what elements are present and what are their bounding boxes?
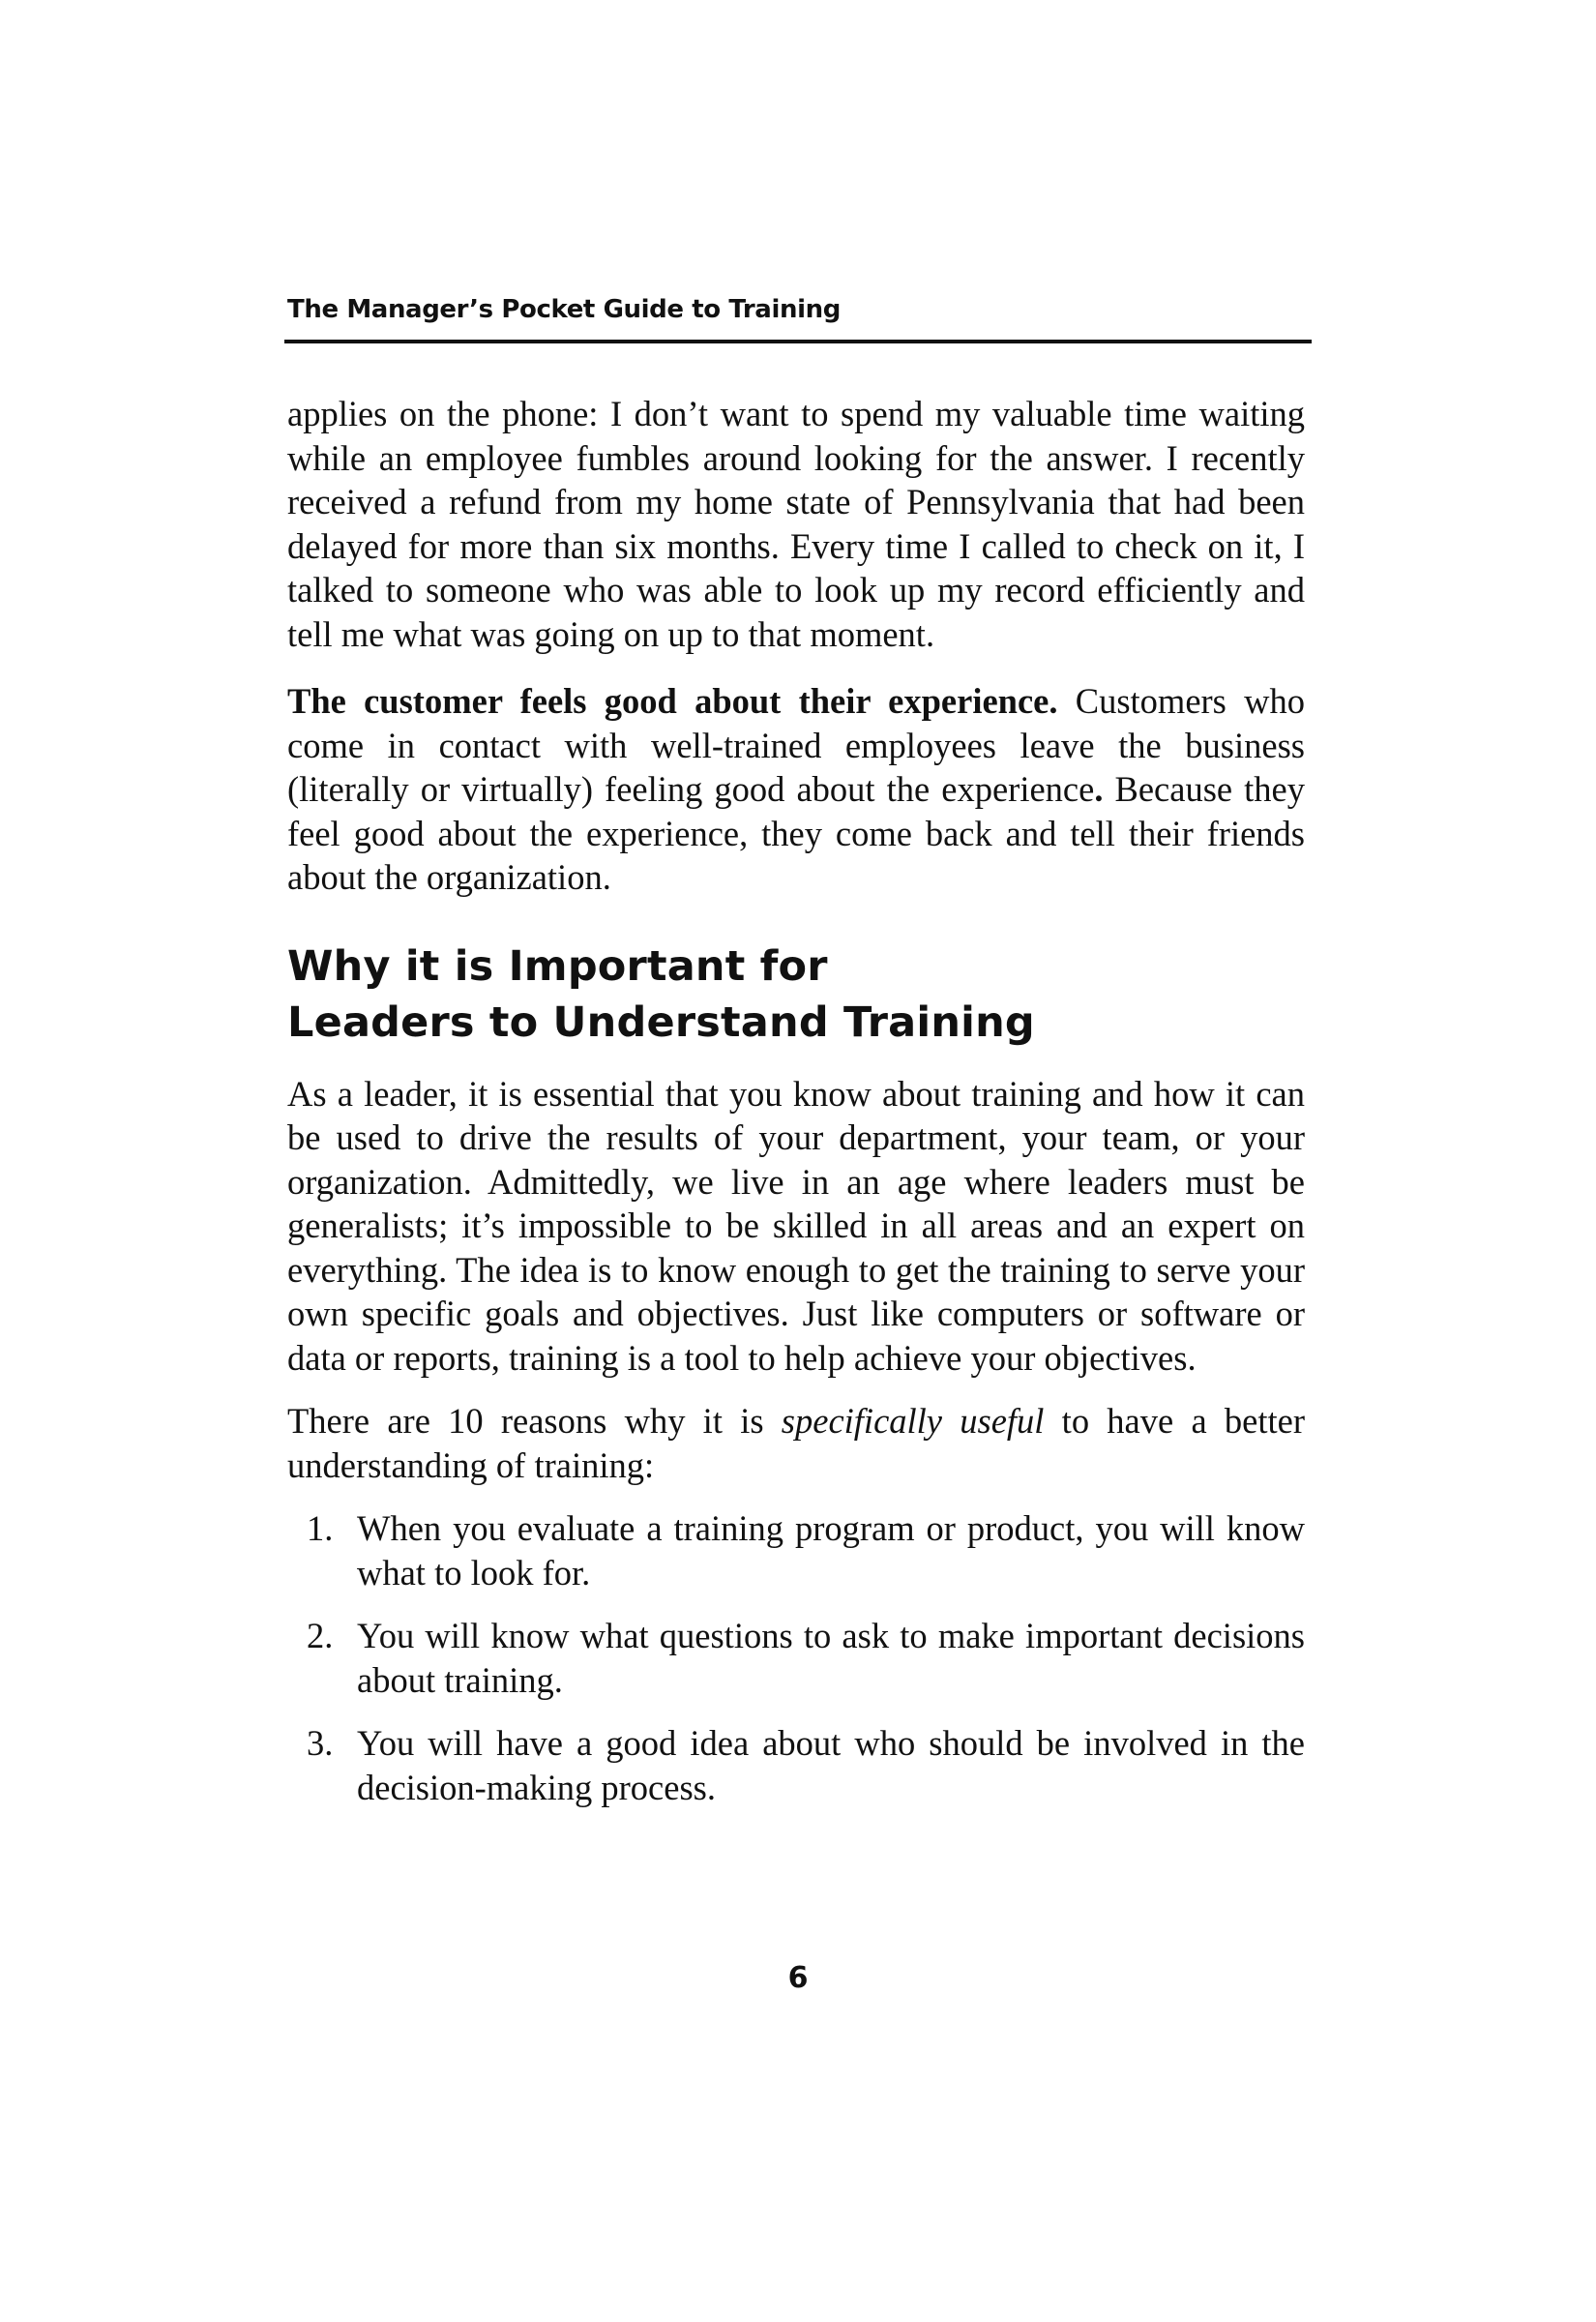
header-rule	[284, 340, 1312, 343]
paragraph-text-before: There are 10 reasons why it is	[287, 1401, 782, 1441]
list-item-text: You will have a good idea about who should be involved in the decision-making process.	[357, 1723, 1305, 1807]
list-item-text: You will know what questions to ask to make important decisions about training.	[357, 1616, 1305, 1700]
paragraph-ten-reasons	[287, 1399, 1305, 1487]
list-item	[287, 1721, 1305, 1809]
paragraph-phone-example: applies on the phone: I don’t want to spend my valuable time waiting while an employee fumbles around looking for the answer. I recently received a refund from my home state of Pennsylvania that had been delayed for more than six months. Every time I called to check on it, I talked to someone who was able to look up my record efficiently and tell me what was going on up to that moment.	[287, 394, 1305, 654]
list-item-number: 3.	[307, 1723, 334, 1763]
emphasis-italic: specifically useful	[781, 1401, 1045, 1441]
section-heading-line-1: Why it is Important for	[287, 941, 828, 991]
page-content	[287, 392, 1305, 1829]
list-item	[287, 1506, 1305, 1594]
bold-period: .	[1094, 769, 1104, 809]
list-item	[287, 1614, 1305, 1702]
paragraph-text-rest: Because they feel good about the experience, they come back and tell their friends about the organization.	[287, 769, 1305, 897]
paragraph-text-after: to have a better understanding of training:	[287, 1401, 1305, 1485]
paragraph-text: Customers who come in contact with well-trained employees leave the business (literally or virtually) feeling good about the experience	[287, 681, 1305, 809]
running-header-title: The Manager’s Pocket Guide to Training	[287, 295, 841, 324]
paragraph-customer-feels-good	[287, 679, 1305, 900]
page-number: 6	[787, 1961, 809, 1995]
paragraph-lead-in-bold: The customer feels good about their experience.	[287, 681, 1058, 721]
paragraph-leader-essential: As a leader, it is essential that you know about training and how it can be used to drive the results of your department, your team, or your organization. Admittedly, we live in an age where leaders must be generalists; it’s impossible to be skilled in all areas and an expert on everything. The idea is to know enough to get the training to serve your own specific goals and objectives. Just like computers or software or data or reports, training is a tool to help achieve your objectives.	[287, 1073, 1305, 1378]
list-item-number: 2.	[307, 1616, 334, 1655]
section-heading	[287, 938, 1305, 1051]
section-heading-line-2: Leaders to Understand Training	[287, 997, 1035, 1047]
reasons-list	[287, 1506, 1305, 1809]
list-item-text: When you evaluate a training program or product, you will know what to look for.	[357, 1508, 1305, 1593]
list-item-number: 1.	[307, 1508, 334, 1548]
